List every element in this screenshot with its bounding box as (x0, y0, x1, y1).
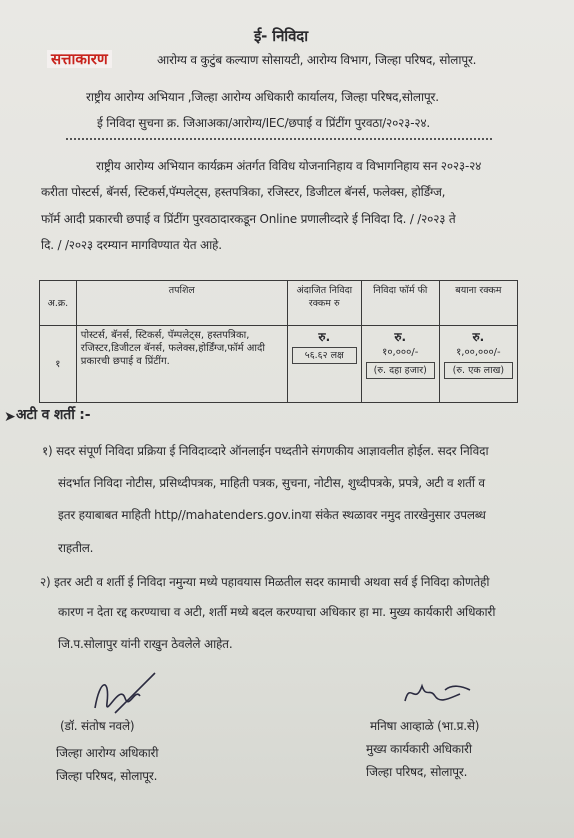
row-sno: १ (40, 326, 77, 403)
left-signatory-name: (डॉ. संतोष नवले) (60, 719, 135, 733)
condition-line: संदर्भात निविदा नोटीस, प्रसिध्दीपत्रक, माहिती पत्रक, सुचना, नोटीस, शुध्दीपत्रके, प्रपत्रे, अटी व शर्ती व (58, 476, 485, 490)
deposit-prefix: रु. (472, 330, 485, 344)
intro-line-2: करीता पोस्टर्स, बॅनर्स, स्टिकर्स,पॅम्पलेट्स, हस्तपत्रिका, रजिस्टर, डिजीटल बॅनर्स, फलेक्स, होर्डिंग्ज, (41, 185, 446, 199)
intro-line-3: फॉर्म आदी प्रकारची छपाई व प्रिंटींग पुरवठादारकडून Online प्रणालीव्दारे ई निविदा दि. / /२०२३ ते (41, 212, 456, 226)
fee-words: (रु. दहा हजार) (366, 362, 435, 379)
condition-line: १) सदर संपूर्ण निविदा प्रक्रिया ई निविदाव्दारे ऑनलाईन पध्दतीने संगणकीय आज्ञावलीत होईल. सदर निविदा (42, 444, 489, 458)
intro-line-4: दि. / /२०२३ दरम्यान मागविण्यात येत आहे. (41, 238, 222, 252)
intro-line-1: राष्ट्रीय आरोग्य अभियान कार्यक्रम अंतर्गत विविध योजनानिहाय व विभागनिहाय सन २०२३-२४ (96, 159, 482, 173)
header-description: तपशिल (76, 281, 287, 326)
left-signatory-designation: जिल्हा आरोग्य अधिकारी (56, 746, 159, 760)
header-line-2: राष्ट्रीय आरोग्य अभियान ,जिल्हा आरोग्य अधिकारी कार्यालय, जिल्हा परिषद,सोलापूर. (86, 90, 439, 104)
condition-line: राहतील. (58, 541, 94, 555)
estimate-value: ५६.६२ लक्ष (292, 347, 357, 364)
fee-prefix: रु. (394, 330, 407, 344)
right-signatory-designation: मुख्य कार्यकारी अधिकारी (366, 742, 472, 756)
tender-table (39, 280, 518, 403)
conditions-title: अटी व शर्ती :- (16, 407, 91, 423)
estimate-prefix: रु. (318, 330, 331, 344)
header-estimate: अंदाजित निविदा रक्कम रु (287, 281, 361, 326)
row-fee (361, 326, 439, 403)
row-estimate (287, 326, 361, 403)
deposit-value: १,००,०००/- (456, 347, 501, 358)
watermark-logo: सत्ताकारण (47, 50, 112, 68)
header-line-3: ई निविदा सुचना क्र. जिआअका/आरोग्य/IEC/छपाई व प्रिंटींग पुरवठा/२०२३-२४. (97, 116, 431, 130)
table-row (40, 326, 518, 403)
page-title: ई- निविदा (254, 27, 308, 45)
row-description: पोस्टर्स, बॅनर्स, स्टिकर्स, पॅम्पलेट्स, हस्तपत्रिका, रजिस्टर,डिजीटल बॅनर्स, फलेक्स,होर्डिंग्ज,फॉर्म आदी प्रकारची छपाई व प्रिंटींग. (76, 326, 287, 403)
header-line-1: आरोग्य व कुटुंब कल्याण सोसायटी, आरोग्य विभाग, जिल्हा परिषद, सोलापूर. (157, 53, 477, 67)
fee-value: १०,०००/- (382, 347, 419, 358)
header-fee: निविदा फॉर्म फी (361, 281, 439, 326)
left-signatory-office: जिल्हा परिषद, सोलापूर. (56, 769, 158, 783)
arrow-icon: ➤ (4, 409, 16, 425)
right-signatory-office: जिल्हा परिषद, सोलापूर. (366, 765, 468, 779)
header-deposit: बयाना रक्कम (439, 281, 517, 326)
deposit-words: (रु. एक लाख) (444, 362, 513, 379)
divider (66, 138, 492, 140)
right-signatory-name: मनिषा आव्हाळे (भा.प्र.से) (370, 719, 480, 733)
table-header-row (40, 281, 518, 326)
signature-right-icon (400, 676, 480, 716)
condition-line: कारण न देता रद्द करण्याचा व अटी, शर्ती मध्ये बदल करण्याचा अधिकार हा मा. मुख्य कार्यकारी अधिकारी (58, 605, 496, 619)
header-sno: अ.क्र. (40, 281, 77, 326)
condition-line: २) इतर अटी व शर्ती ई निविदा नमुन्या मध्ये पहावयास मिळतील सदर कामाची अथवा सर्व ई निविदा कोणतेही (40, 575, 490, 589)
row-deposit (439, 326, 517, 403)
condition-line: जि.प.सोलापुर यांनी राखुन ठेवलेले आहेत. (58, 637, 233, 651)
condition-line: इतर हयाबाबत माहिती http//mahatenders.gov.inया संकेत स्थळावर नमुद तारखेनुसार उपलब्ध (58, 508, 486, 522)
